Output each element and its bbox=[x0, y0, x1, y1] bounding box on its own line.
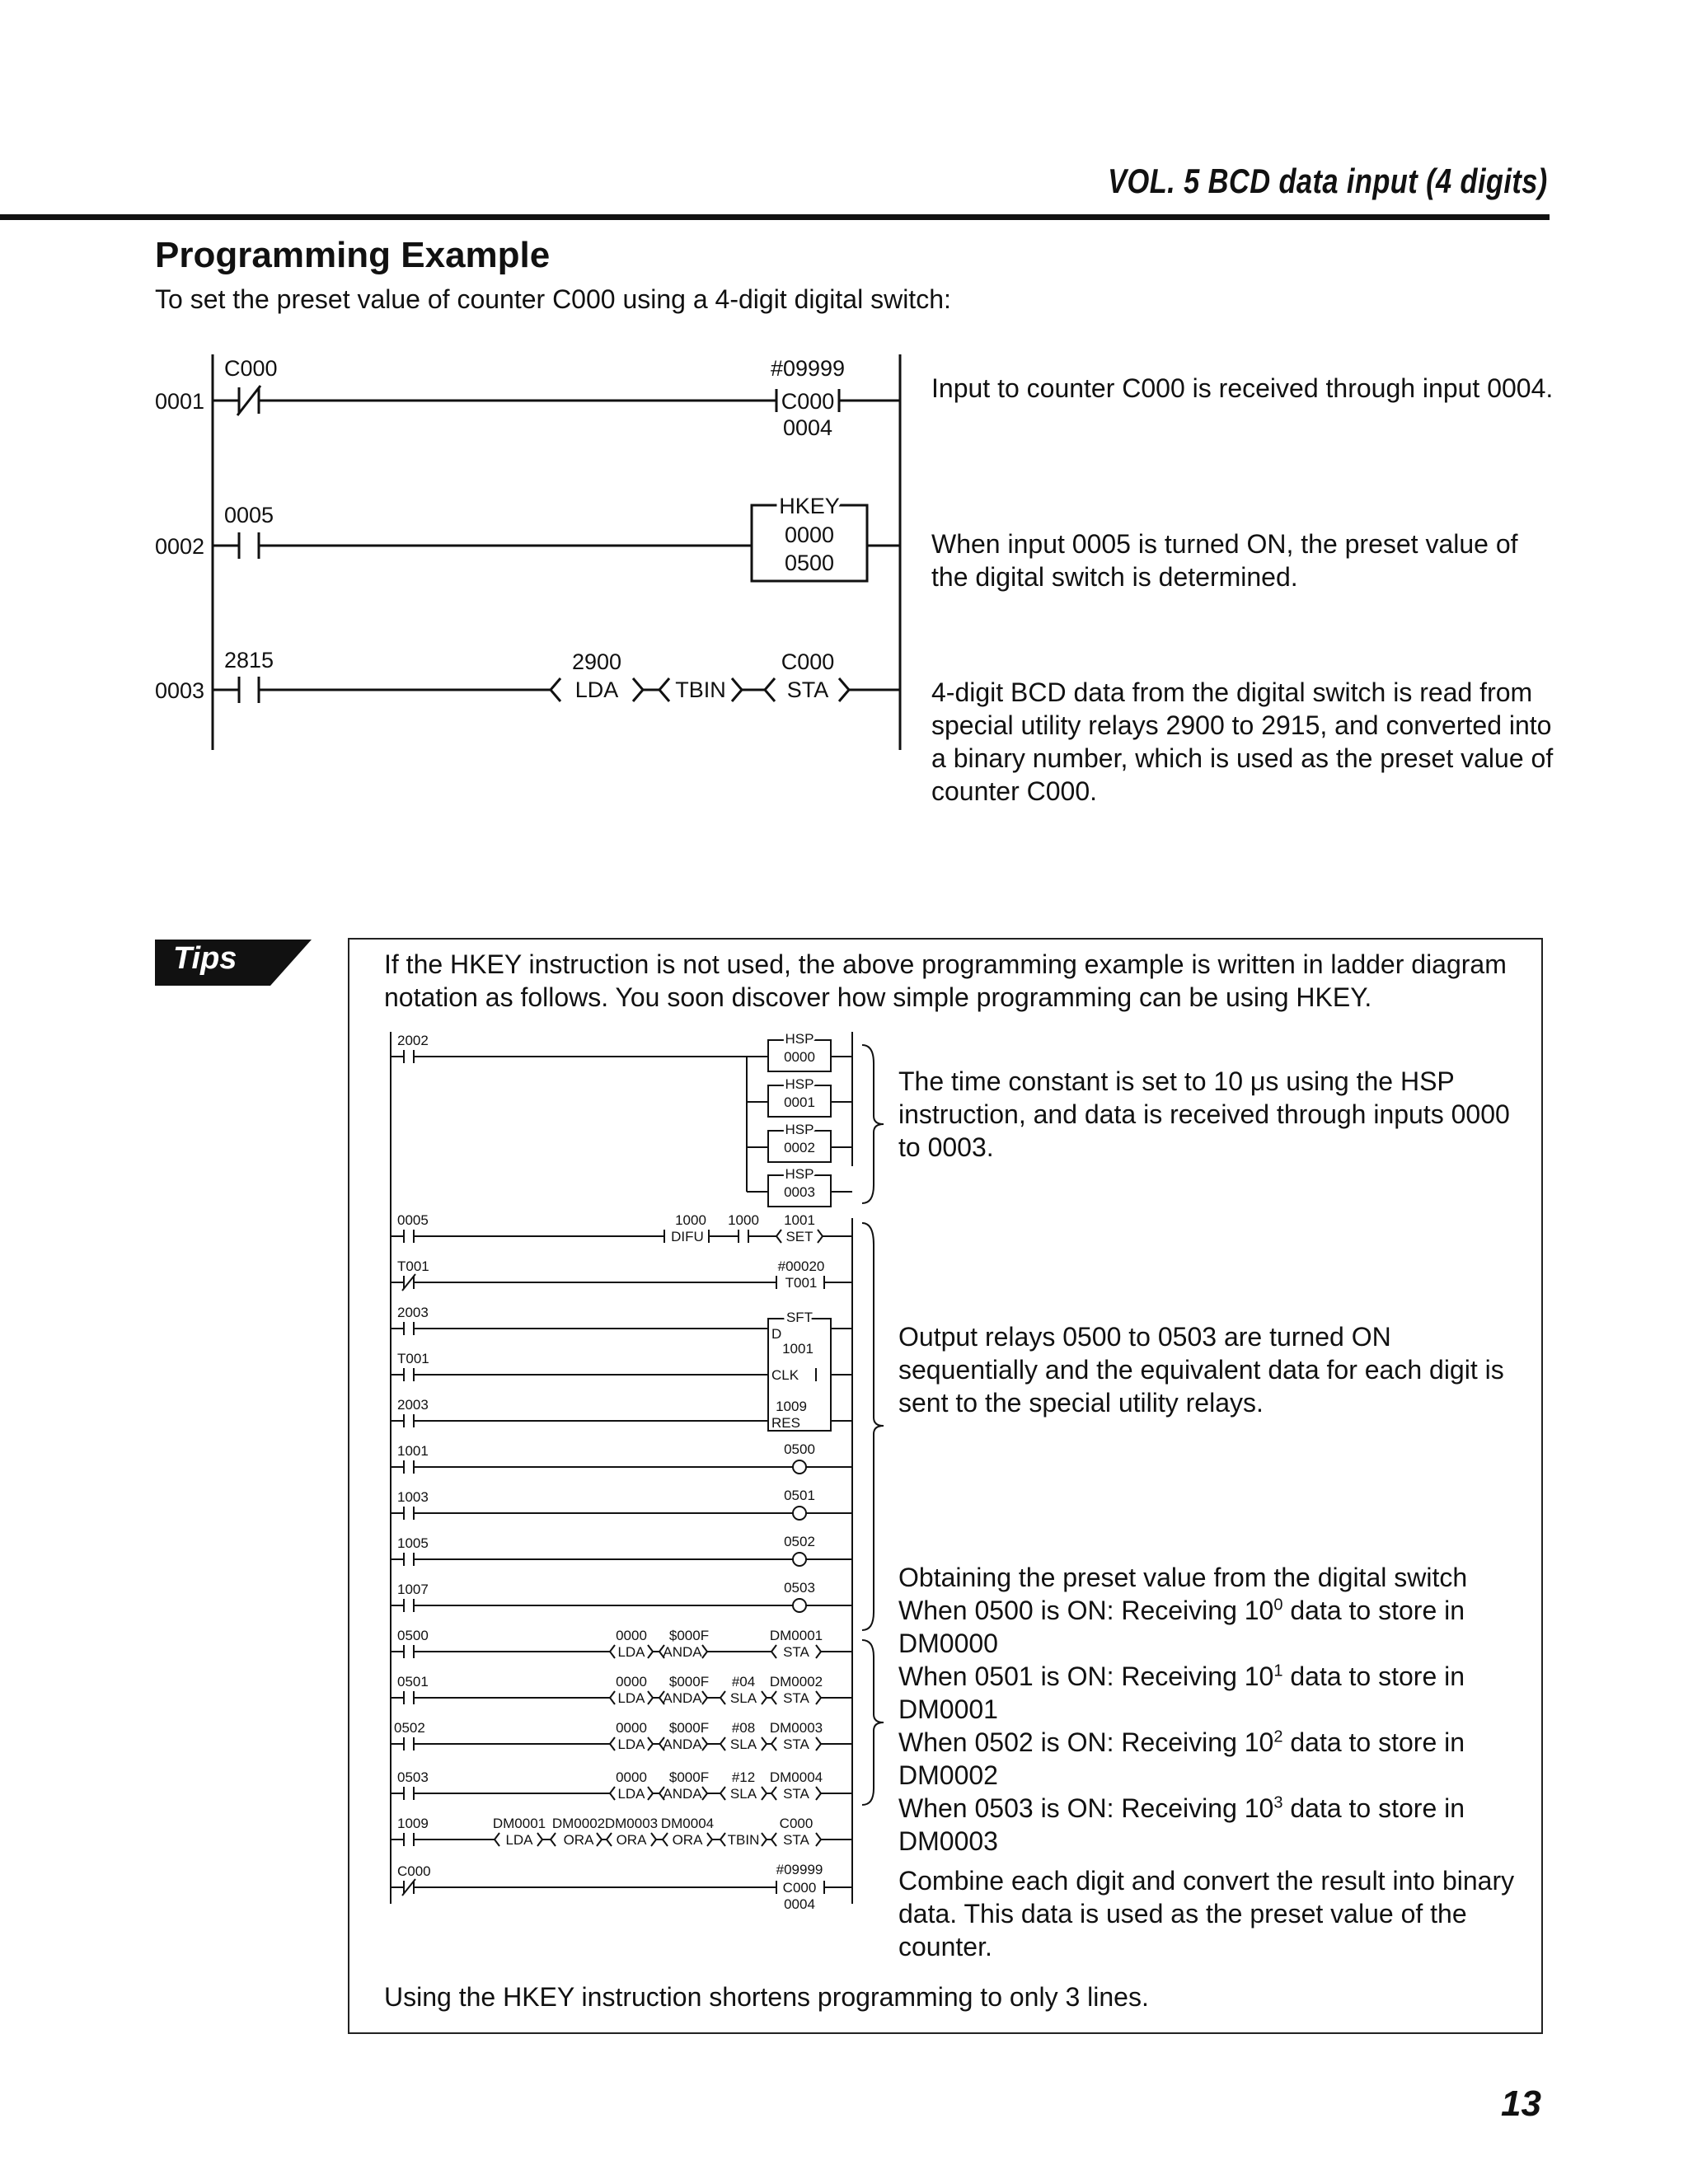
instruction-label: SET bbox=[785, 1229, 814, 1244]
operand-label: $000F bbox=[668, 1769, 710, 1785]
contact-label: 2003 bbox=[397, 1305, 429, 1320]
instruction-label: DIFU bbox=[671, 1229, 704, 1244]
tips-hsp-description: The time constant is set to 10 μs using the HSP instruction, and data is received through inputs 0000 to 0003. bbox=[898, 1066, 1510, 1162]
hsp-operand: 0000 bbox=[784, 1049, 815, 1065]
instruction-label: ANDA bbox=[663, 1786, 702, 1802]
hsp-operand: 0001 bbox=[784, 1094, 815, 1110]
operand-label: $000F bbox=[668, 1628, 710, 1643]
instruction-label: LDA bbox=[617, 1786, 645, 1802]
contact-label: 2003 bbox=[397, 1397, 429, 1413]
contact-label: 0503 bbox=[397, 1769, 429, 1785]
instruction-label: ANDA bbox=[663, 1690, 702, 1706]
rung-description: Input to counter C000 is received through input 0004. bbox=[931, 373, 1554, 403]
contact-label: T001 bbox=[397, 1351, 429, 1366]
hkey-operand: 0000 bbox=[784, 523, 835, 547]
instruction-label: ORA bbox=[616, 1832, 647, 1848]
coil-label: 0502 bbox=[784, 1534, 815, 1549]
hsp-label: HSP bbox=[785, 1166, 814, 1182]
operand-label: DM0002 bbox=[551, 1816, 606, 1831]
timer-coil: T001 bbox=[785, 1275, 818, 1291]
operand-label: 2900 bbox=[571, 649, 622, 674]
section-title: Programming Example bbox=[155, 235, 551, 275]
instruction-label: LDA bbox=[574, 677, 619, 702]
operand-label: 0000 bbox=[616, 1674, 647, 1690]
contact-label: 1005 bbox=[397, 1535, 429, 1551]
instruction-label: STA bbox=[783, 1786, 809, 1802]
timer-preset: #00020 bbox=[777, 1258, 825, 1274]
contact-label: 2815 bbox=[224, 648, 274, 673]
operand-label: 0000 bbox=[616, 1769, 647, 1785]
operand-label: 0000 bbox=[616, 1720, 647, 1736]
rung-description: When input 0005 is turned ON, the preset value of the digital switch is determined. bbox=[931, 529, 1518, 592]
operand-label: #04 bbox=[731, 1674, 756, 1690]
coil-label: 0503 bbox=[784, 1580, 815, 1596]
hsp-operand: 0003 bbox=[784, 1184, 815, 1200]
coil-label: 0501 bbox=[784, 1488, 815, 1503]
operand-label: DM0001 bbox=[769, 1628, 823, 1643]
contact-label: 1003 bbox=[397, 1489, 429, 1505]
relay-label: 1000 bbox=[728, 1212, 759, 1228]
coil-preset: #09999 bbox=[770, 356, 846, 381]
sft-pin: D bbox=[771, 1326, 782, 1342]
instruction-label: STA bbox=[783, 1832, 809, 1848]
sft-pin: CLK bbox=[771, 1367, 799, 1383]
tips-intro: If the HKEY instruction is not used, the above programming example is written in ladder diagram notation as follows. You soon discover how simple programming can be using HKEY. bbox=[384, 949, 1507, 1012]
rung-number: 0001 bbox=[155, 389, 205, 414]
obtain-line: When 0501 is ON: Receiving $10^1$ data to store in DM0001 bbox=[898, 1661, 1465, 1724]
sft-operand: 1001 bbox=[782, 1341, 814, 1357]
contact-label: 0005 bbox=[224, 503, 274, 527]
instruction-label: STA bbox=[786, 677, 829, 702]
tips-label: Tips bbox=[173, 941, 237, 976]
instruction-label: ANDA bbox=[663, 1736, 702, 1752]
counter-input: 0004 bbox=[784, 1896, 815, 1912]
operand-label: DM0003 bbox=[769, 1720, 823, 1736]
page-number: 13 bbox=[1501, 2083, 1541, 2124]
obtain-line: When 0502 is ON: Receiving $10^2$ data to store in DM0002 bbox=[898, 1727, 1465, 1790]
combine-description: Combine each digit and convert the result into binary data. This data is used as the preset value of the counter. bbox=[898, 1866, 1515, 1961]
operand-label: 0000 bbox=[616, 1628, 647, 1643]
hsp-label: HSP bbox=[785, 1076, 814, 1092]
instruction-label: SLA bbox=[729, 1690, 757, 1706]
contact-label: 1009 bbox=[397, 1816, 429, 1831]
operand-label: DM0002 bbox=[769, 1674, 823, 1690]
tips-summary: Using the HKEY instruction shortens programming to only 3 lines. bbox=[384, 1982, 1149, 2012]
contact-label: C000 bbox=[224, 356, 278, 381]
coil-label: C000 bbox=[781, 389, 835, 414]
rung-number: 0002 bbox=[155, 534, 205, 559]
relay-label: 1000 bbox=[675, 1212, 706, 1228]
chapter-title: VOL. 5 BCD data input (4 digits) bbox=[1108, 162, 1548, 200]
contact-label: T001 bbox=[397, 1258, 429, 1274]
contact-label: 1001 bbox=[397, 1443, 429, 1459]
instruction-label: LDA bbox=[617, 1644, 645, 1660]
hsp-label: HSP bbox=[785, 1031, 814, 1047]
operand-label: C000 bbox=[781, 649, 835, 674]
contact-label: 1007 bbox=[397, 1582, 429, 1597]
instruction-label: LDA bbox=[505, 1832, 533, 1848]
sft-pin: RES bbox=[771, 1415, 800, 1431]
instruction-label: LDA bbox=[617, 1690, 645, 1706]
contact-label: C000 bbox=[397, 1863, 431, 1879]
operand-label: #12 bbox=[731, 1769, 756, 1785]
obtain-line: When 0503 is ON: Receiving $10^3$ data to store in DM0003 bbox=[898, 1793, 1465, 1856]
contact-label: 0501 bbox=[397, 1674, 429, 1690]
sft-label: SFT bbox=[785, 1310, 814, 1325]
section-intro: To set the preset value of counter C000 using a 4-digit digital switch: bbox=[155, 284, 951, 314]
hsp-label: HSP bbox=[785, 1122, 814, 1137]
operand-label: DM0001 bbox=[492, 1816, 546, 1831]
rung-number: 0003 bbox=[155, 678, 205, 703]
operand-label: #08 bbox=[731, 1720, 756, 1736]
instruction-label: LDA bbox=[617, 1736, 645, 1752]
relay-label: 1001 bbox=[784, 1212, 815, 1228]
instruction-label: ANDA bbox=[663, 1644, 702, 1660]
tips-output-description: Output relays 0500 to 0503 are turned ON sequentially and the equivalent data for each digit is sent to the special utility relays. bbox=[898, 1322, 1504, 1418]
sft-operand: 1009 bbox=[776, 1399, 807, 1414]
hkey-title: HKEY bbox=[779, 494, 840, 518]
operand-label: $000F bbox=[668, 1720, 710, 1736]
operand-label: C000 bbox=[779, 1816, 814, 1831]
hsp-operand: 0002 bbox=[784, 1140, 815, 1155]
instruction-label: SLA bbox=[729, 1736, 757, 1752]
instruction-label: TBIN bbox=[727, 1832, 760, 1848]
coil-input: 0004 bbox=[782, 415, 833, 440]
obtain-line: When 0500 is ON: Receiving $10^0$ data to store in DM0000 bbox=[898, 1596, 1465, 1658]
obtain-title: Obtaining the preset value from the digital switch bbox=[898, 1563, 1468, 1592]
instruction-label: ORA bbox=[672, 1832, 703, 1848]
instruction-label: SLA bbox=[729, 1786, 757, 1802]
operand-label: DM0004 bbox=[660, 1816, 715, 1831]
instruction-label: STA bbox=[783, 1644, 809, 1660]
contact-label: 0502 bbox=[394, 1720, 425, 1736]
counter-preset: #09999 bbox=[776, 1862, 823, 1877]
operand-label: DM0003 bbox=[604, 1816, 659, 1831]
rung-description: 4-digit BCD data from the digital switch is read from special utility relays 2900 to 2915, and converted into a binary number, which is used as the preset value of counter C000. bbox=[931, 677, 1554, 806]
instruction-label: ORA bbox=[563, 1832, 594, 1848]
instruction-label: STA bbox=[783, 1736, 809, 1752]
output-rungs bbox=[391, 1460, 852, 1612]
instruction-label: STA bbox=[783, 1690, 809, 1706]
tips-obtain-description bbox=[898, 1561, 1533, 1963]
coil-label: 0500 bbox=[784, 1441, 815, 1457]
contact-label: 2002 bbox=[397, 1033, 429, 1048]
instruction-label: TBIN bbox=[675, 677, 726, 702]
counter-coil: C000 bbox=[782, 1880, 817, 1896]
operand-label: DM0004 bbox=[769, 1769, 823, 1785]
contact-label: 0005 bbox=[397, 1212, 429, 1228]
contact-label: 0500 bbox=[397, 1628, 429, 1643]
operand-label: $000F bbox=[668, 1674, 710, 1690]
hkey-operand: 0500 bbox=[784, 551, 835, 575]
